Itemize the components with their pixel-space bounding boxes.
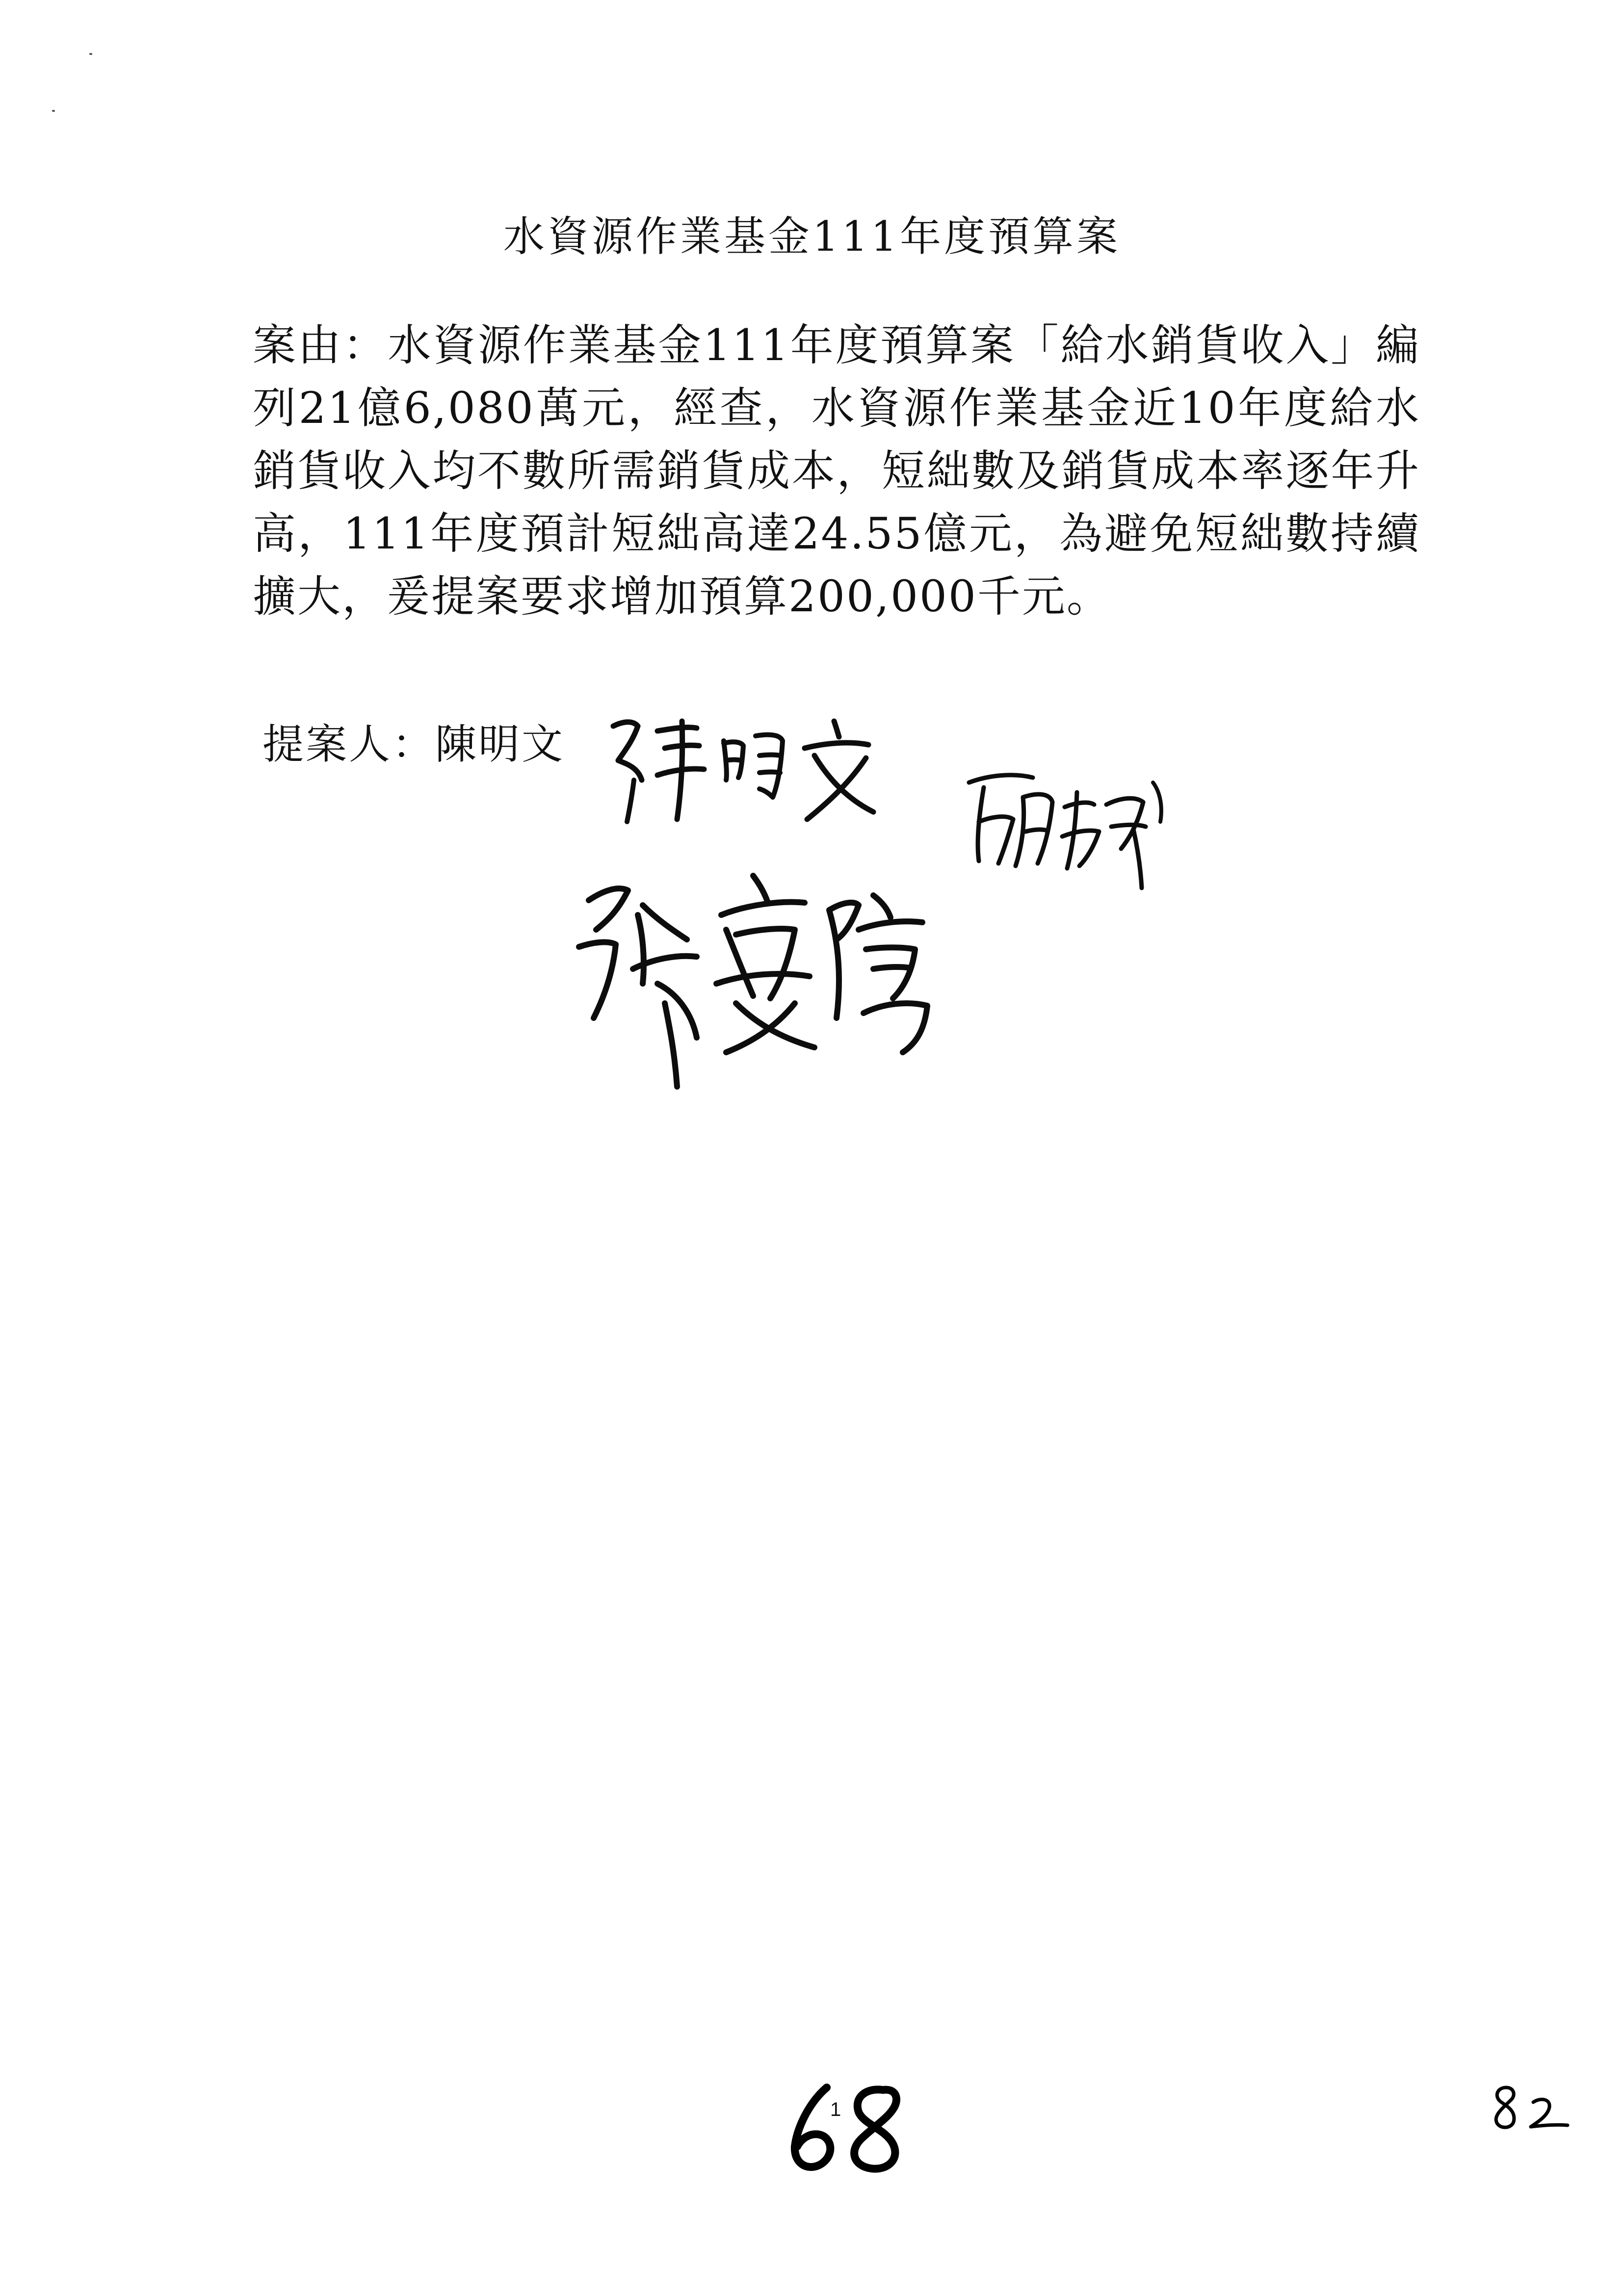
handwritten-margin-number (1487, 2080, 1585, 2139)
proposer-name: 陳明文 (435, 720, 565, 768)
document-title: 水資源作業基金111年度預算案 (503, 212, 1121, 261)
page-number: 1 (830, 2099, 841, 2120)
proposer-label: 提案人： (262, 720, 436, 768)
scan-speck (52, 110, 55, 112)
handwritten-page-number (780, 2078, 937, 2176)
handwritten-signature-third (559, 856, 1001, 1101)
handwritten-signature-chen-ming-wen (603, 706, 878, 834)
proposer-line (262, 720, 565, 768)
scan-speck (89, 53, 92, 55)
proposal-body: 案由：水資源作業基金111年度預算案「給水銷貨收入」編列21億6,080萬元，經查，水資源作業基金近10年度給水銷貨收入均不數所需銷貨成本，短絀數及銷貨成本率逐年升高，111年度預計短絀高達24.55億元，為避免短絀數持續擴大，爰提案要求增加預算200,000千元。 (253, 320, 1420, 622)
